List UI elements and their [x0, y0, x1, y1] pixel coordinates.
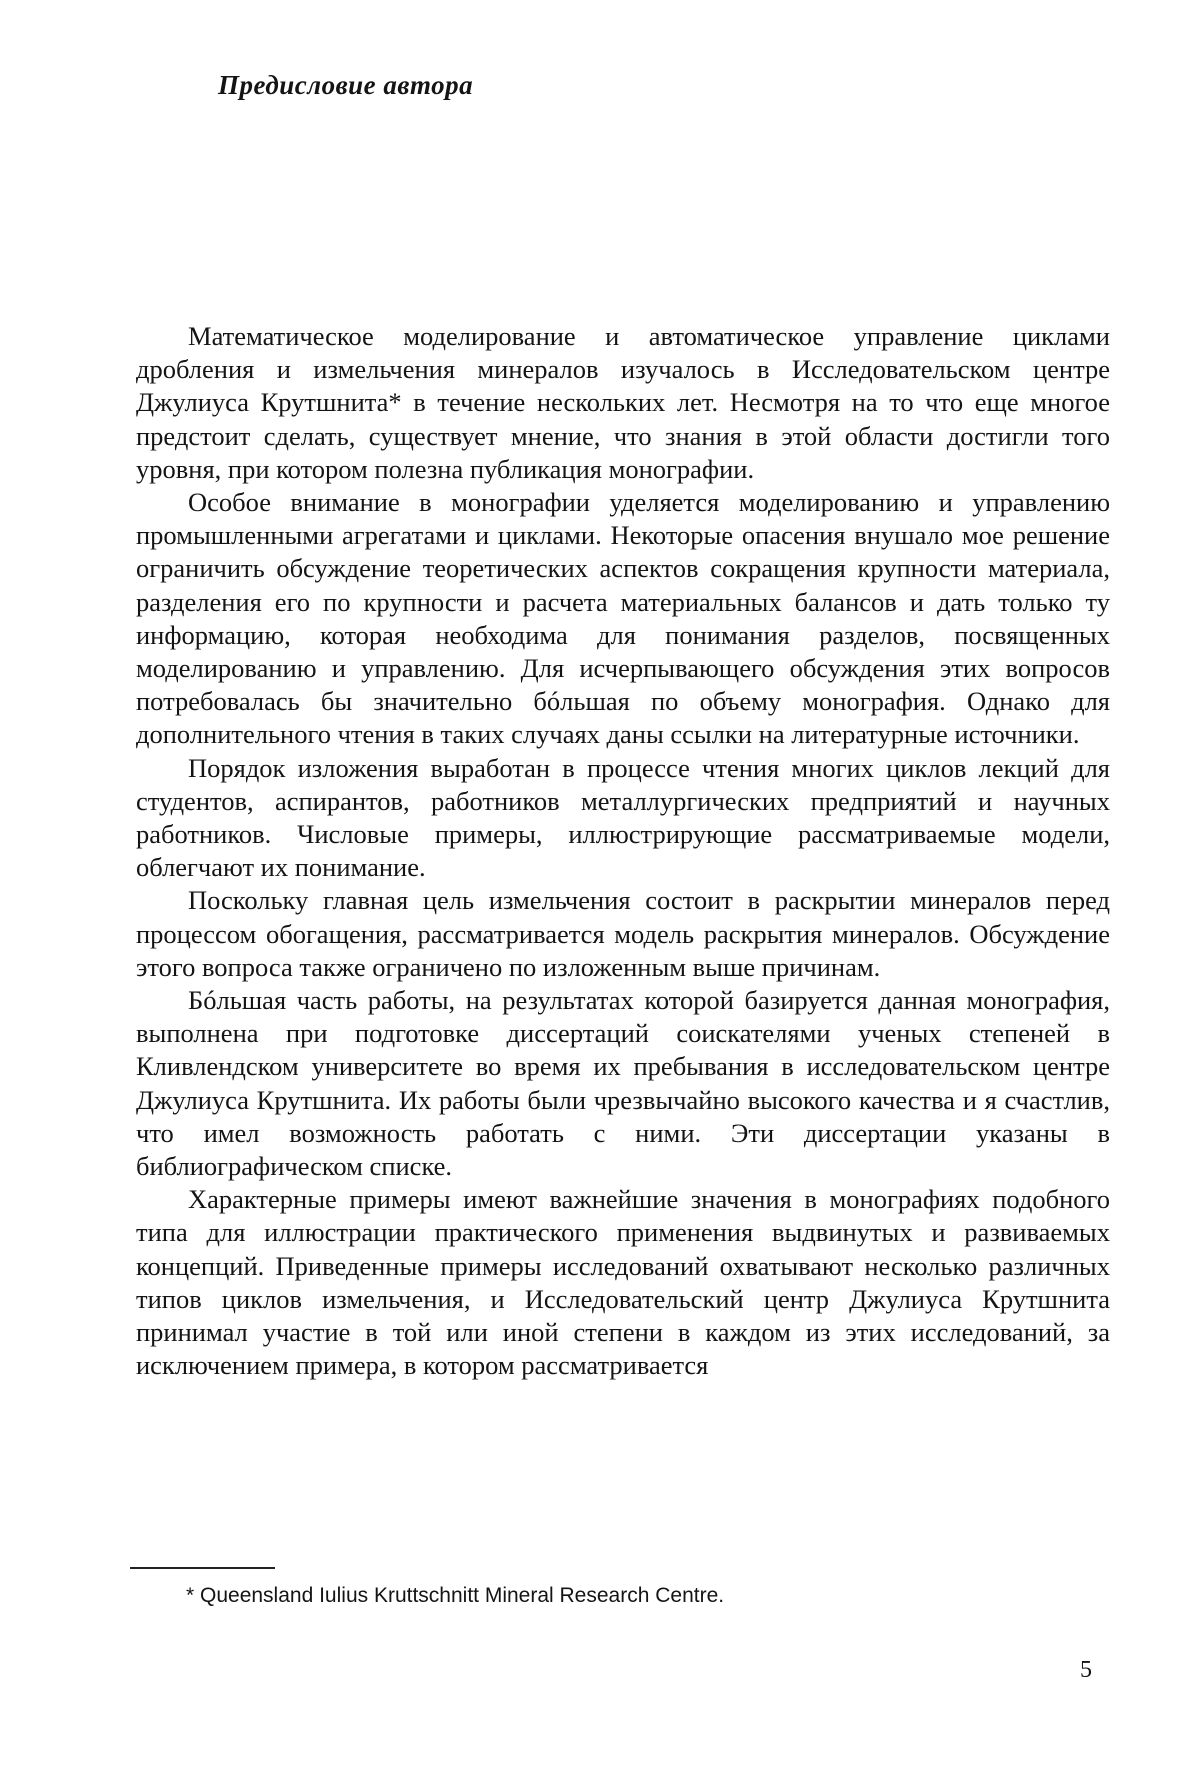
page-heading: Предисловие автора	[218, 70, 474, 100]
paragraph: Особое внимание в монографии уделяется моделированию и управлению промышленными агрегатами и циклами. Некоторые опасения внушало мое решение ограничить обсуждение теоретических аспектов сокращения крупности материала, разделения его по крупности и расчета материальных балансов и дать только ту информацию, которая необходима для понимания разделов, посвященных моделированию и управлению. Для исчерпывающего обсуждения этих вопросов потребовалась бы значительно бóльшая по объему монография. Однако для дополнительного чтения в таких случаях даны ссылки на литературные источники.	[136, 487, 1110, 750]
preface-body	[136, 320, 1110, 1383]
paragraph: Бóльшая часть работы, на результатах которой базируется данная монография, выполнена при подготовке диссертаций соискателями ученых степеней в Кливлендском университете во время их пребывания в исследовательском центре Джулиуса Крутшнита. Их работы были чрезвычайно высокого качества и я счастлив, что имел возможность работать с ними. Эти диссертации указаны в библиографическом списке.	[136, 985, 1110, 1182]
paragraph: Математическое моделирование и автоматическое управление циклами дробления и измельчения минералов изучалось в Исследовательском центре Джулиуса Крутшнита* в течение нескольких лет. Несмотря на то что еще многое предстоит сделать, существует мнение, что знания в этой области достигли того уровня, при котором полезна публикация монографии.	[136, 321, 1110, 484]
footnote: * Queensland Iulius Kruttschnitt Mineral Research Centre.	[186, 1584, 725, 1607]
footnote-rule	[130, 1567, 275, 1569]
paragraph: Характерные примеры имеют важнейшие значения в монографиях подобного типа для иллюстрации практического применения выдвинутых и развиваемых концепций. Приведенные примеры исследований охватывают несколько различных типов циклов измельчения, и Исследовательский центр Джулиуса Крутшнита принимал участие в той или иной степени в каждом из этих исследований, за исключением примера, в котором рассматривается	[136, 1184, 1110, 1381]
paragraph: Порядок изложения выработан в процессе чтения многих циклов лекций для студентов, аспирантов, работников металлургических предприятий и научных работников. Числовые примеры, иллюстрирующие рассматриваемые модели, облегчают их понимание.	[136, 752, 1110, 883]
page-number: 5	[1080, 1657, 1092, 1683]
paragraph: Поскольку главная цель измельчения состоит в раскрытии минералов перед процессом обогащения, рассматривается модель раскрытия минералов. Обсуждение этого вопроса также ограничено по изложенным выше причинам.	[136, 885, 1110, 982]
